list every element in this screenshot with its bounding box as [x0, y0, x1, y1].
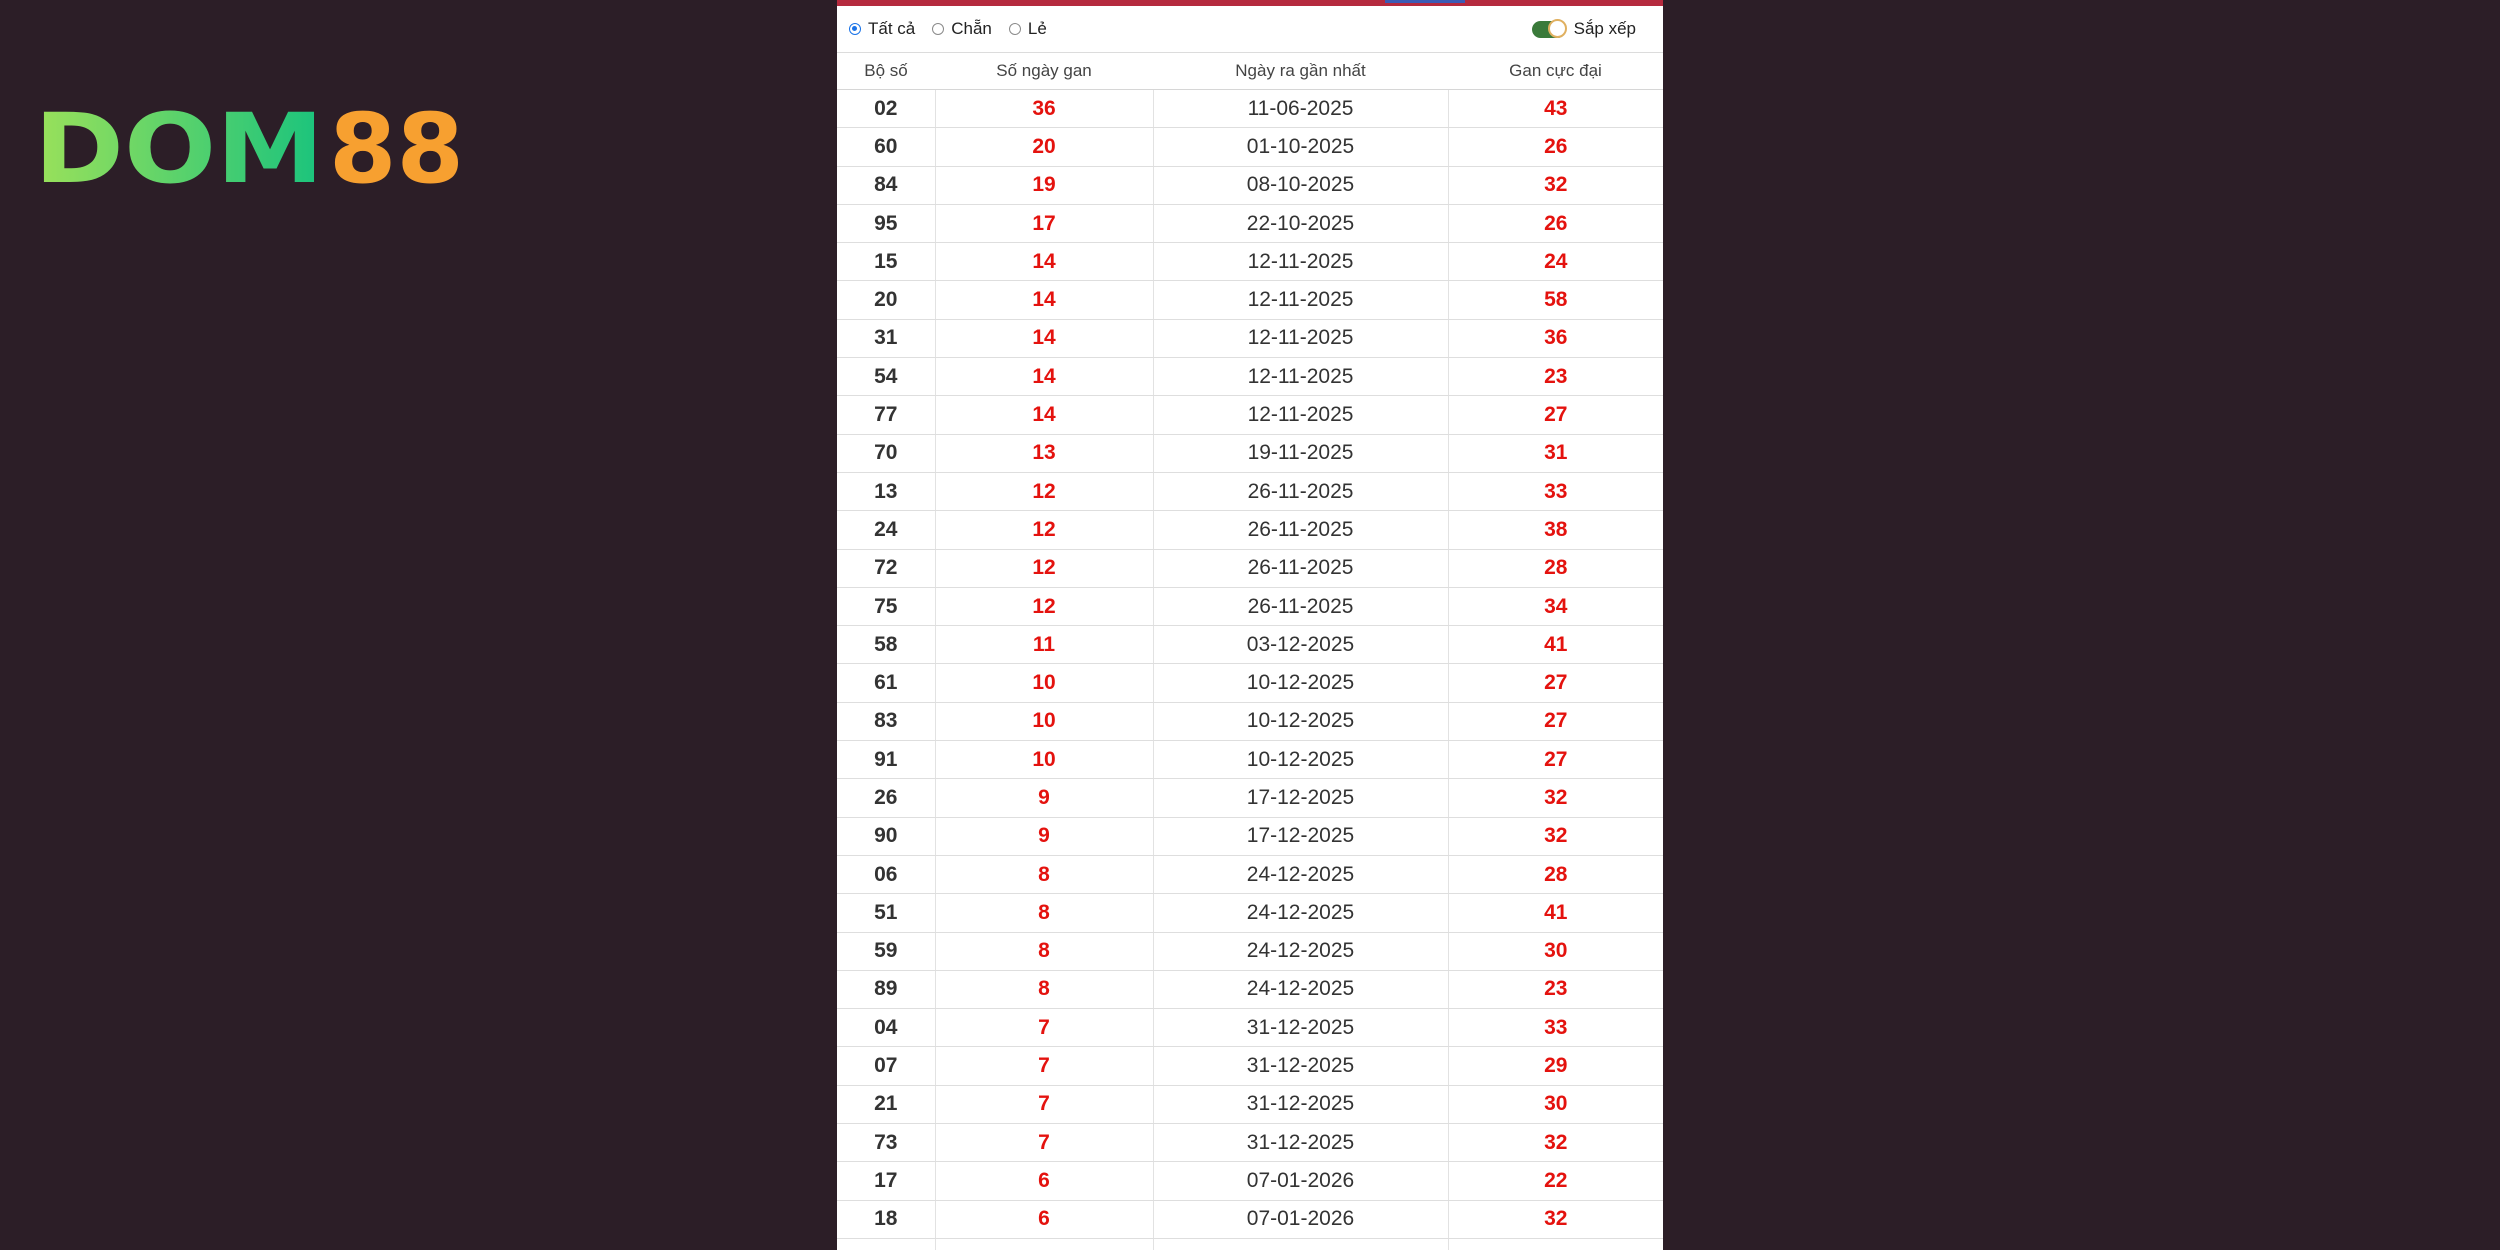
- gan-days-cell: 14: [935, 358, 1153, 396]
- last-date-cell: 10-12-2025: [1153, 741, 1448, 779]
- max-gan-cell: 23: [1448, 970, 1663, 1008]
- number-cell: 18: [837, 1200, 935, 1238]
- last-date-cell: 17-12-2025: [1153, 779, 1448, 817]
- max-gan-cell: 41: [1448, 626, 1663, 664]
- max-gan-cell: 32: [1448, 1124, 1663, 1162]
- header-gan-days[interactable]: Số ngày gan: [935, 53, 1153, 90]
- last-date-cell: 26-11-2025: [1153, 549, 1448, 587]
- gan-days-cell: 6: [935, 1200, 1153, 1238]
- max-gan-cell: 32: [1448, 166, 1663, 204]
- number-cell: 24: [837, 511, 935, 549]
- max-gan-cell: 41: [1448, 894, 1663, 932]
- number-cell: 06: [837, 855, 935, 893]
- table-row: [837, 702, 1663, 740]
- table-row: [837, 1200, 1663, 1238]
- number-cell: 72: [837, 549, 935, 587]
- number-cell: 77: [837, 396, 935, 434]
- last-date-cell: 26-11-2025: [1153, 587, 1448, 625]
- table-row: [837, 741, 1663, 779]
- max-gan-cell: 32: [1448, 1200, 1663, 1238]
- table-row: [837, 434, 1663, 472]
- last-date-cell: 12-11-2025: [1153, 243, 1448, 281]
- gan-days-cell: 14: [935, 281, 1153, 319]
- gan-days-cell: 9: [935, 817, 1153, 855]
- table-row: [837, 970, 1663, 1008]
- number-cell: 20: [837, 281, 935, 319]
- number-cell: 91: [837, 741, 935, 779]
- filter-all-label: Tất cả: [868, 19, 916, 38]
- filter-even-label: Chẵn: [951, 19, 992, 38]
- max-gan-cell: 27: [1448, 396, 1663, 434]
- max-gan-cell: 31: [1448, 434, 1663, 472]
- table-row: [837, 549, 1663, 587]
- table-row: [837, 243, 1663, 281]
- max-gan-cell: 24: [1448, 243, 1663, 281]
- number-cell: 54: [837, 358, 935, 396]
- filter-bar: [837, 6, 1663, 53]
- toggle-switch-icon: [1532, 21, 1566, 38]
- last-date-cell: 22-10-2025: [1153, 204, 1448, 242]
- gan-days-cell: 20: [935, 128, 1153, 166]
- number-cell: 70: [837, 434, 935, 472]
- max-gan-cell: 26: [1448, 204, 1663, 242]
- radio-icon: [1009, 23, 1021, 35]
- parity-filter: [849, 19, 1064, 39]
- last-date-cell: 31-12-2025: [1153, 1124, 1448, 1162]
- table-row: [837, 1238, 1663, 1250]
- radio-icon: [932, 23, 944, 35]
- radio-icon: [849, 23, 861, 35]
- gan-days-cell: 7: [935, 1124, 1153, 1162]
- max-gan-cell: 28: [1448, 855, 1663, 893]
- number-cell: 51: [837, 894, 935, 932]
- table-row: [837, 587, 1663, 625]
- gan-days-cell: 8: [935, 970, 1153, 1008]
- table-row: [837, 817, 1663, 855]
- last-date-cell: 12-11-2025: [1153, 281, 1448, 319]
- table-row: [837, 1085, 1663, 1123]
- number-cell: 17: [837, 1162, 935, 1200]
- gan-days-cell: 13: [935, 434, 1153, 472]
- last-date-cell: 07-01-2026: [1153, 1162, 1448, 1200]
- header-number[interactable]: Bộ số: [837, 53, 935, 90]
- max-gan-cell: 23: [1448, 358, 1663, 396]
- last-date-cell: 10-12-2025: [1153, 664, 1448, 702]
- last-date-cell: 10-12-2025: [1153, 702, 1448, 740]
- max-gan-cell: 32: [1448, 779, 1663, 817]
- last-date-cell: 03-12-2025: [1153, 626, 1448, 664]
- table-row: [837, 855, 1663, 893]
- gan-days-cell: 12: [935, 549, 1153, 587]
- last-date-cell: 31-12-2025: [1153, 1047, 1448, 1085]
- gan-days-cell: 12: [935, 511, 1153, 549]
- number-cell: 59: [837, 932, 935, 970]
- last-date-cell: 24-12-2025: [1153, 970, 1448, 1008]
- gan-days-cell: 19: [935, 166, 1153, 204]
- table-row: [837, 664, 1663, 702]
- max-gan-cell: 38: [1448, 511, 1663, 549]
- gan-days-cell: 10: [935, 741, 1153, 779]
- filter-all-radio[interactable]: [849, 19, 915, 39]
- number-cell: 90: [837, 817, 935, 855]
- table-row: [837, 1009, 1663, 1047]
- number-cell: 13: [837, 472, 935, 510]
- max-gan-cell: [1448, 1238, 1663, 1250]
- last-date-cell: 12-11-2025: [1153, 319, 1448, 357]
- last-date-cell: [1153, 1238, 1448, 1250]
- table-row: [837, 319, 1663, 357]
- number-cell: 26: [837, 779, 935, 817]
- dom88-logo: [34, 104, 464, 188]
- number-cell: 95: [837, 204, 935, 242]
- number-cell: 31: [837, 319, 935, 357]
- table-row: [837, 281, 1663, 319]
- table-row: [837, 166, 1663, 204]
- last-date-cell: 31-12-2025: [1153, 1009, 1448, 1047]
- table-row: [837, 1047, 1663, 1085]
- gan-days-cell: 14: [935, 396, 1153, 434]
- max-gan-cell: 29: [1448, 1047, 1663, 1085]
- table-row: [837, 358, 1663, 396]
- logo-text-88: 88: [329, 104, 464, 188]
- table-header-row: [837, 53, 1663, 90]
- lottery-stats-panel: [837, 0, 1663, 1250]
- gan-days-cell: 6: [935, 1162, 1153, 1200]
- gan-days-cell: 8: [935, 894, 1153, 932]
- sort-label: Sắp xếp: [1573, 19, 1636, 38]
- sort-toggle[interactable]: [1532, 19, 1636, 39]
- last-date-cell: 08-10-2025: [1153, 166, 1448, 204]
- max-gan-cell: 27: [1448, 741, 1663, 779]
- last-date-cell: 24-12-2025: [1153, 932, 1448, 970]
- number-cell: 07: [837, 1047, 935, 1085]
- last-date-cell: 31-12-2025: [1153, 1085, 1448, 1123]
- header-last-date[interactable]: Ngày ra gần nhất: [1153, 53, 1448, 90]
- gan-days-cell: 7: [935, 1009, 1153, 1047]
- table-row: [837, 511, 1663, 549]
- last-date-cell: 26-11-2025: [1153, 511, 1448, 549]
- last-date-cell: 11-06-2025: [1153, 90, 1448, 128]
- gan-days-cell: 8: [935, 932, 1153, 970]
- max-gan-cell: 22: [1448, 1162, 1663, 1200]
- gan-days-cell: 14: [935, 319, 1153, 357]
- table-row: [837, 396, 1663, 434]
- last-date-cell: 12-11-2025: [1153, 396, 1448, 434]
- gan-days-cell: 36: [935, 90, 1153, 128]
- gan-days-cell: 11: [935, 626, 1153, 664]
- table-row: [837, 90, 1663, 128]
- gan-days-cell: 12: [935, 587, 1153, 625]
- number-cell: 84: [837, 166, 935, 204]
- last-date-cell: 01-10-2025: [1153, 128, 1448, 166]
- gan-days-cell: 7: [935, 1047, 1153, 1085]
- gan-days-cell: 8: [935, 855, 1153, 893]
- logo-text-dom: DOM: [34, 104, 324, 188]
- max-gan-cell: 30: [1448, 932, 1663, 970]
- table-row: [837, 1124, 1663, 1162]
- table-row: [837, 779, 1663, 817]
- max-gan-cell: 27: [1448, 664, 1663, 702]
- max-gan-cell: 58: [1448, 281, 1663, 319]
- max-gan-cell: 28: [1448, 549, 1663, 587]
- max-gan-cell: 27: [1448, 702, 1663, 740]
- max-gan-cell: 34: [1448, 587, 1663, 625]
- gan-days-cell: 10: [935, 702, 1153, 740]
- max-gan-cell: 26: [1448, 128, 1663, 166]
- number-cell: 02: [837, 90, 935, 128]
- number-cell: 73: [837, 1124, 935, 1162]
- gan-days-cell: 9: [935, 779, 1153, 817]
- last-date-cell: 26-11-2025: [1153, 472, 1448, 510]
- number-cell: 15: [837, 243, 935, 281]
- number-cell: 21: [837, 1085, 935, 1123]
- gan-days-cell: [935, 1238, 1153, 1250]
- table-row: [837, 626, 1663, 664]
- number-cell: 83: [837, 702, 935, 740]
- last-date-cell: 19-11-2025: [1153, 434, 1448, 472]
- gan-days-cell: 14: [935, 243, 1153, 281]
- number-cell: 58: [837, 626, 935, 664]
- gan-days-cell: 12: [935, 472, 1153, 510]
- last-date-cell: 17-12-2025: [1153, 817, 1448, 855]
- gan-days-cell: 10: [935, 664, 1153, 702]
- last-date-cell: 12-11-2025: [1153, 358, 1448, 396]
- max-gan-cell: 30: [1448, 1085, 1663, 1123]
- table-row: [837, 932, 1663, 970]
- filter-even-radio[interactable]: [932, 19, 992, 39]
- max-gan-cell: 43: [1448, 90, 1663, 128]
- number-cell: 61: [837, 664, 935, 702]
- last-date-cell: 24-12-2025: [1153, 855, 1448, 893]
- number-cell: 75: [837, 587, 935, 625]
- gan-days-cell: 7: [935, 1085, 1153, 1123]
- gan-days-cell: 17: [935, 204, 1153, 242]
- filter-odd-label: Lẻ: [1027, 19, 1047, 38]
- gan-stats-table: [837, 53, 1663, 1250]
- table-row: [837, 204, 1663, 242]
- max-gan-cell: 33: [1448, 1009, 1663, 1047]
- number-cell: [837, 1238, 935, 1250]
- table-row: [837, 472, 1663, 510]
- header-max-gan[interactable]: Gan cực đại: [1448, 53, 1663, 90]
- table-row: [837, 1162, 1663, 1200]
- table-row: [837, 128, 1663, 166]
- max-gan-cell: 36: [1448, 319, 1663, 357]
- filter-odd-radio[interactable]: [1009, 19, 1047, 39]
- number-cell: 89: [837, 970, 935, 1008]
- number-cell: 04: [837, 1009, 935, 1047]
- max-gan-cell: 32: [1448, 817, 1663, 855]
- active-tab-indicator: [1385, 0, 1465, 3]
- last-date-cell: 24-12-2025: [1153, 894, 1448, 932]
- last-date-cell: 07-01-2026: [1153, 1200, 1448, 1238]
- max-gan-cell: 33: [1448, 472, 1663, 510]
- number-cell: 60: [837, 128, 935, 166]
- table-row: [837, 894, 1663, 932]
